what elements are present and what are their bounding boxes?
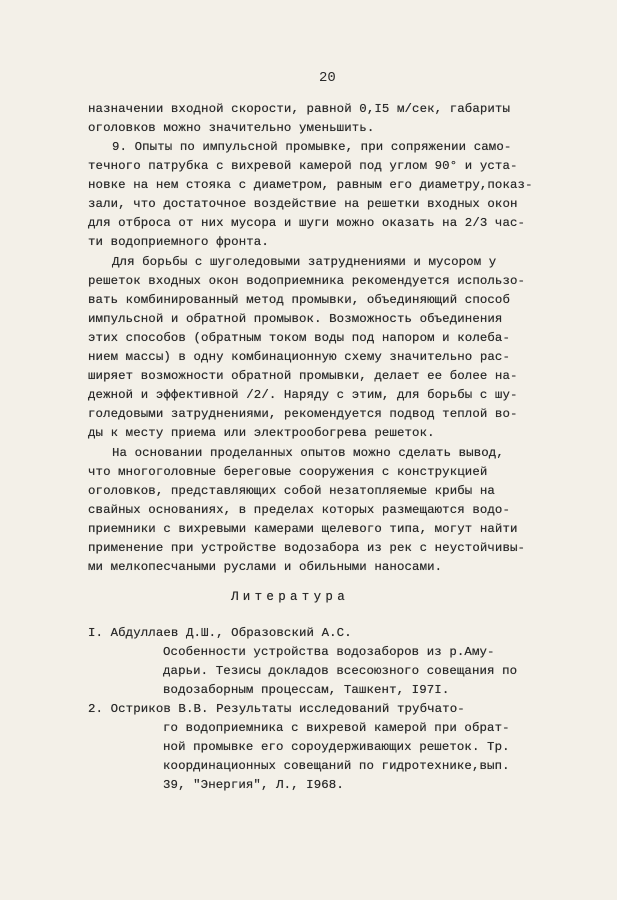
body-line: Для борьбы с шуголедовыми затруднениями и мусором у — [112, 255, 497, 269]
body-line: этих способов (обратным током воды под напором и колеба- — [88, 331, 510, 345]
reference-line: водозаборным процессам, Ташкент, I97I. — [163, 683, 450, 697]
reference-line: I. Абдуллаев Д.Ш., Образовский А.С. — [88, 626, 352, 640]
body-line: 9. Опыты по импульсной промывке, при сопряжении само- — [112, 140, 512, 154]
body-line: вать комбинированный метод промывки, объединяющий способ — [88, 293, 510, 307]
body-line: для отброса от них мусора и шуги можно оказать на 2/3 час- — [88, 216, 526, 230]
body-line: дежной и эффективной /2/. Наряду с этим, для борьбы с шу- — [88, 388, 518, 402]
body-line: оголовков, представляющих собой незатопляемые крибы на — [88, 484, 495, 498]
body-line: зали, что достаточное воздействие на решетки входных окон — [88, 197, 518, 211]
reference-line: 2. Остриков В.В. Результаты исследований трубчато- — [88, 702, 465, 716]
body-line: нием массы) в одну комбинационную схему значительно рас- — [88, 350, 510, 364]
body-line: применение при устройстве водозабора из рек с неустойчивы- — [88, 541, 526, 555]
body-line: На основании проделанных опытов можно сделать вывод, — [112, 446, 504, 460]
reference-line: ной промывке его сороудерживающих решеток. Тр. — [163, 740, 510, 754]
body-line: импульсной и обратной промывок. Возможность объединения — [88, 312, 503, 326]
reference-line: дарьи. Тезисы докладов всесоюзного совещания по — [163, 664, 518, 678]
reference-line: го водоприемника с вихревой камерой при обрат- — [163, 721, 510, 735]
body-line: ти водоприемного фронта. — [88, 235, 269, 249]
body-line: ды к месту приема или электрообогрева решеток. — [88, 426, 435, 440]
body-line: ми мелкопесчаными руслами и обильными наносами. — [88, 560, 443, 574]
body-line: течного патрубка с вихревой камерой под углом 90° и уста- — [88, 159, 518, 173]
body-line: что многоголовные береговые сооружения с конструкцией — [88, 465, 488, 479]
page-number: 20 — [319, 70, 336, 86]
reference-line: Особенности устройства водозаборов из р.Аму- — [163, 645, 495, 659]
body-line: голедовыми затруднениями, рекомендуется подвод теплой во- — [88, 407, 518, 421]
body-line: свайных основаниях, в пределах которых размещаются водо- — [88, 503, 510, 517]
body-line: ширяет возможности обратной промывки, делает ее более на- — [88, 369, 518, 383]
body-line: приемники с вихревыми камерами щелевого типа, могут найти — [88, 522, 518, 536]
reference-line: 39, "Энергия", Л., I968. — [163, 778, 344, 792]
body-line: решеток входных окон водоприемника рекомендуется использо- — [88, 274, 526, 288]
body-line: новке на нем стояка с диаметром, равным его диаметру,показ- — [88, 178, 533, 192]
references-heading: Литература — [231, 590, 350, 604]
body-line: оголовков можно значительно уменьшить. — [88, 121, 375, 135]
reference-line: координационных совещаний по гидротехнике,вып. — [163, 759, 510, 773]
body-line: назначении входной скорости, равной 0,I5 м/сек, габариты — [88, 102, 510, 116]
